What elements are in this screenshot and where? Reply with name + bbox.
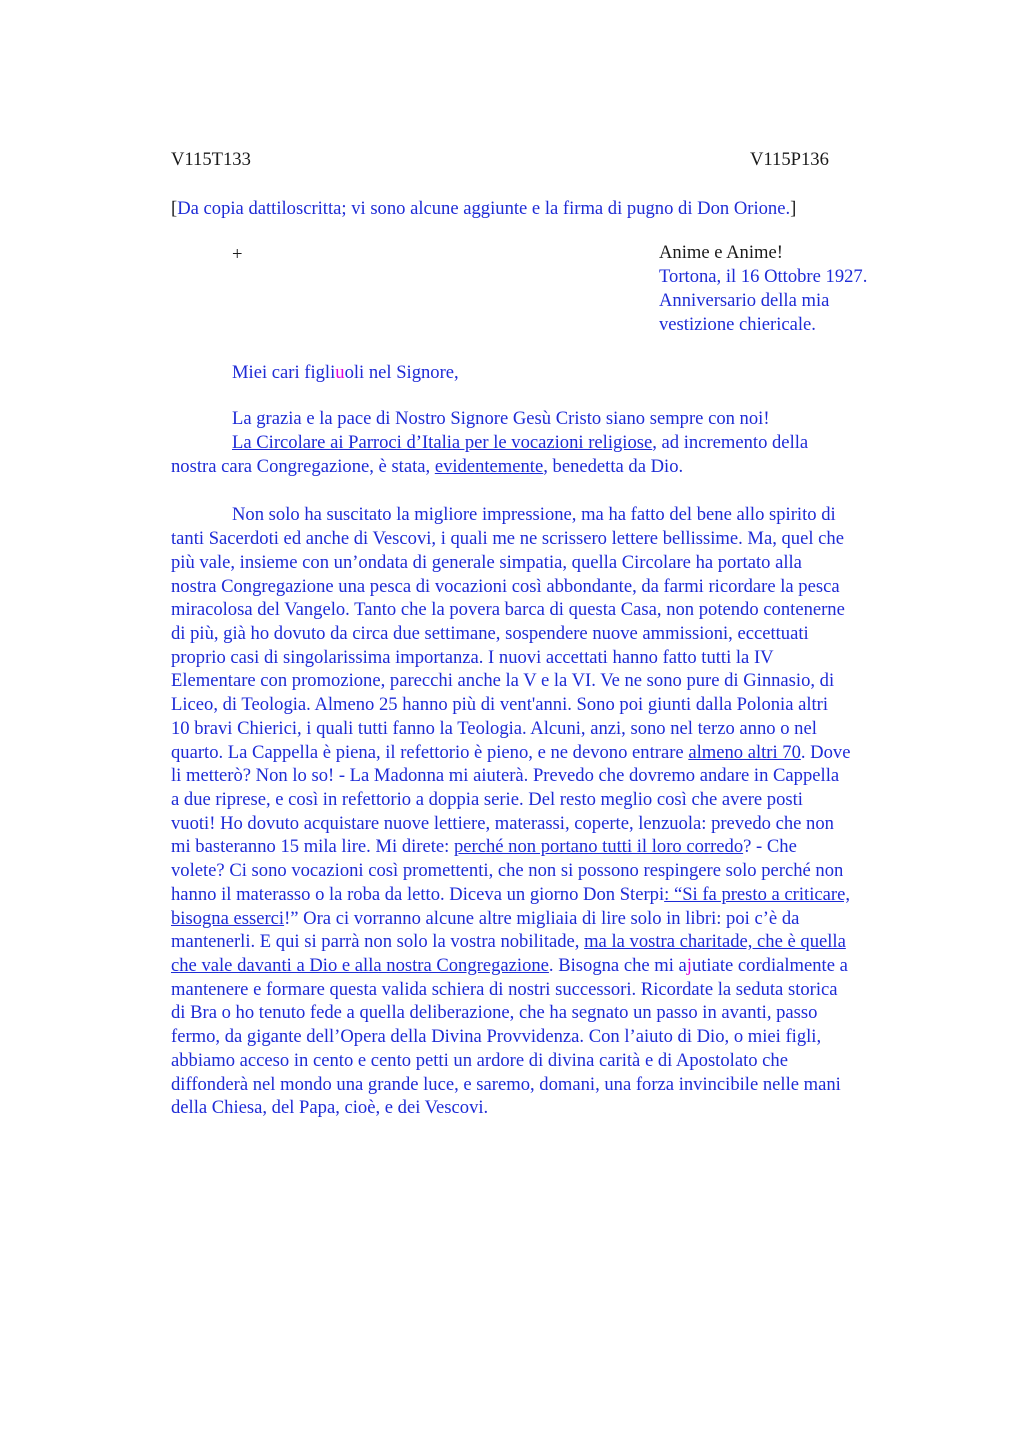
paragraph-2-line-26: della Chiesa, del Papa, cioè, e dei Vescovi. [171,1097,489,1118]
paragraph-2-line-18-b: !” Ora ci vorranno alcune altre migliaia di lire solo in libri: poi c’è da [284,908,800,929]
paragraph-2-line-19 [171,933,846,952]
salutation-correction: u [335,362,345,383]
paragraph-2-line-5: miracolosa del Vangelo. Tanto che la povera barca di questa Casa, non potendo contenerne [171,599,845,620]
paragraph-2-line-1: Non solo ha suscitato la migliore impressione, ma ha fatto del bene allo spirito di [232,504,836,525]
paragraph-2-line-17-a: hanno il materasso o la roba da letto. Diceva un giorno Don Sterpi [171,884,665,905]
dateline-anniversary-2: vestizione chiericale. [659,314,816,335]
underlined-corredo: perché non portano tutti il loro corredo [453,836,744,857]
salutation-text-a: Miei cari figli [232,362,336,383]
paragraph-2-line-19-a: mantenerli. E qui si parrà non solo la vostra nobilitade, [171,931,585,952]
paragraph-2-line-23: fermo, da gigante dell’Opera della Divina Provvidenza. Con l’aiuto di Dio, o miei figli, [171,1026,822,1047]
underlined-quote-start: : “Si fa presto a criticare, [664,884,850,905]
paragraph-2-line-11-b: . Dove [800,742,851,763]
paragraph-1-line-2-rest: , ad incremento della [652,432,809,453]
paragraph-2-line-6: di più, già ho dovuto da circa due settimane, sospendere nuove ammissioni, eccettuati [171,623,809,644]
paragraph-2-line-22: di Bra o ho tenuto fede a quella deliberazione, che ha segnato un passo in avanti, passo [171,1002,818,1023]
paragraph-1-line-3-a: nostra cara Congregazione, è stata, [171,456,435,477]
underlined-evidentemente: evidentemente [434,456,544,477]
paragraph-2-line-15-b: ? - Che [743,836,797,857]
paragraph-1-line-3-b: , benedetta da Dio. [543,456,684,477]
paragraph-2-line-14: vuoti! Ho dovuto acquistare nuove lettiere, materassi, coperte, lenzuola: prevedo che non [171,813,834,834]
paragraph-2-line-4: nostra Congregazione una pesca di vocazioni così abbondante, da farmi ricordare la pesca [171,576,840,597]
note-text: Da copia dattiloscritta; vi sono alcune aggiunte e la firma di pugno di Don Orione. [177,198,791,219]
underlined-charitade-end: che vale davanti a Dio e alla nostra Congregazione [171,955,549,976]
paragraph-2-line-3: più vale, insieme con un’ondata di generale simpatia, quella Circolare ha portato alla [171,552,802,573]
underlined-quote-end: bisogna esserci [171,908,285,929]
salutation-text-b: oli nel Signore, [344,362,459,383]
underlined-charitade-start: ma la vostra charitade, che è quella [584,931,846,952]
underlined-circolare: La Circolare ai Parroci d’Italia per le vocazioni religiose [232,432,653,453]
dateline-date: Tortona, il 16 Ottobre 1927. [659,266,868,287]
document-code-left: V115T133 [171,149,251,170]
paragraph-2-line-7: proprio casi di singolarissima importanza. I nuovi accettati hanno fatto tutti la IV [171,647,774,668]
paragraph-2-line-25: diffonderà nel mondo una grande luce, e saremo, domani, una forza invincibile nelle mani [171,1074,841,1095]
paragraph-2-line-13: a due riprese, e così in refettorio a doppia serie. Del resto meglio così che avere posti [171,789,803,810]
paragraph-2-line-16: volete? Ci sono vocazioni così promettenti, che non si possono respingere solo perché non [171,860,844,881]
paragraph-2-line-12: li metterò? Non lo so! - La Madonna mi aiuterà. Prevedo che dovremo andare in Cappella [171,765,840,786]
paragraph-1-line-2 [232,434,808,453]
paragraph-2-line-18 [171,910,799,929]
paragraph-2-line-21: mantenere e formare questa valida schiera di nostri successori. Ricordate la seduta storica [171,979,838,1000]
underlined-almeno-altri-70: almeno altri 70 [688,742,801,763]
paragraph-2-line-11-a: quarto. La Cappella è piena, il refettorio è pieno, e ne devono entrare [171,742,689,763]
dateline-anniversary-1: Anniversario della mia [659,290,830,311]
salutation [232,364,459,383]
cross-symbol: + [232,244,243,265]
paragraph-2-line-11 [171,744,850,763]
paragraph-1-line-3 [171,458,683,477]
paragraph-1-line-1: La grazia e la pace di Nostro Signore Gesù Cristo siano sempre con noi! [232,408,770,429]
note-close-bracket: ] [790,198,797,219]
paragraph-2-line-15 [171,838,797,857]
paragraph-2-line-17 [171,886,850,905]
paragraph-2-line-8: Elementare con promozione, parecchi anche la V e la VI. Ve ne sono pure di Ginnasio, di [171,670,835,691]
editorial-note [171,198,796,220]
paragraph-2-line-2: tanti Sacerdoti ed anche di Vescovi, i quali me ne scrissero lettere bellissime. Ma, quel che [171,528,844,549]
paragraph-2-line-10: 10 bravi Chierici, i quali tutti fanno la Teologia. Alcuni, anzi, sono nel terzo anno o nel [171,718,817,739]
paragraph-2-line-20 [171,957,848,976]
document-code-right: V115P136 [750,149,829,170]
paragraph-2-line-9: Liceo, di Teologia. Almeno 25 hanno più di vent'anni. Sono poi giunti dalla Polonia altri [171,694,829,715]
paragraph-2-line-20-b: . Bisogna che mi a [548,955,687,976]
correction-letter-j: j [686,955,692,976]
paragraph-2-line-15-a: mi basteranno 15 mila lire. Mi direte: [171,836,454,857]
paragraph-2-line-20-c: utiate cordialmente a [691,955,848,976]
paragraph-2-line-24: abbiamo acceso in cento e cento petti un ardore di divina carità e di Apostolato che [171,1050,788,1071]
dateline-motto: Anime e Anime! [659,242,783,263]
note-open-bracket: [ [171,198,178,219]
